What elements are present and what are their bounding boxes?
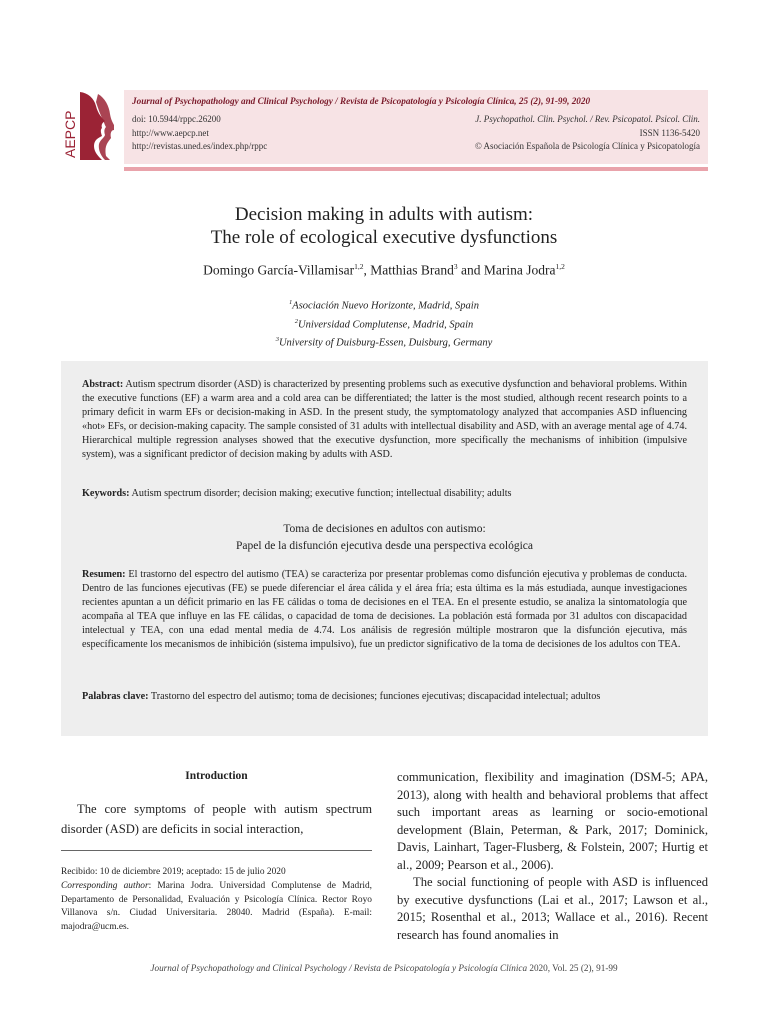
url-aepcp[interactable]: http://www.aepcp.net [132,127,209,138]
footer-volume: 2020, Vol. 25 (2), 91-99 [527,963,618,973]
issn: ISSN 1136-5420 [639,127,700,138]
palabras-label: Palabras clave: [82,691,149,702]
corresponding-author [61,880,372,935]
page-footer [0,963,768,973]
header-left-info [132,113,267,154]
introduction-heading: Introduction [185,770,248,782]
affiliation-1-text: Asociación Nuevo Horizonte, Madrid, Spain [292,300,479,312]
resumen [82,568,687,653]
keywords-label: Keywords: [82,488,130,499]
resumen-label: Resumen: [82,569,126,580]
palabras-clave [82,690,687,704]
author-3-affil: 1,2 [555,262,565,271]
author-1-affil: 1,2 [354,262,364,271]
right-paragraph-2: The social functioning of people with ASD is influenced by executive dysfunctions (Lai et al., 2017; Lawson et al., 2015; Rosenthal et al., 2013; Wallace et al., 2016). Recent research has found anomalies in [397,875,708,942]
header-rule [124,167,708,171]
abstract [82,378,687,463]
affiliation-1-num: 1 [289,299,293,306]
header-right-info [475,113,700,154]
logo-text: AEPCP [62,110,78,158]
author-2-affil: 3 [453,262,458,271]
copyright: © Asociación Española de Psicología Clínica y Psicopatología [474,141,700,151]
affiliation-2-text: Universidad Complutense, Madrid, Spain [297,319,474,330]
affiliation-2 [0,314,768,333]
spanish-title-line2: Papel de la disfunción ejecutiva desde una perspectiva ecológica [236,540,533,552]
journal-header-title: Journal of Psychopathology and Clinical Psychology / Revista de Psicopatología y Psicología Clínica, 25 (2), 91-99, 2020 [132,96,591,106]
right-paragraph-1: communication, flexibility and imagination (DSM-5; APA, 2013), along with health and behavioral problems that affect such important areas as learning or socio-emotional development (Blain, Peterman, & Park, 2017; Dominick, Davis, Lainhart, Tager-Flusberg, & Folstein, 2007; Hurtig et al., 2009; Pearson et al., 2006). [397,770,708,872]
abstract-label: Abstract: [82,379,124,390]
corresponding-text: : Marina Jodra. Universidad Complutense de Madrid, Departamento de Personalidad, Evaluación y Psicología Clínica. Rector Royo Villanova s/n. Ciudad Universitaria. 28040. Madrid (España). E-mail: majodra@ucm.es. [61,880,373,933]
affiliation-1 [0,295,768,314]
url-rppc[interactable]: http://revistas.uned.es/index.php/rppc [132,141,268,151]
affiliation-3-text: University of Duisburg-Essen, Duisburg, Germany [278,337,493,349]
introduction-paragraph: The core symptoms of people with autism spectrum disorder (ASD) are deficits in social interaction, [61,802,372,836]
author-3: and Marina Jodra [457,262,556,278]
paper-title-line1: Decision making in adults with autism: [234,204,534,225]
author-2: , Matthias Brand [363,262,454,278]
resumen-text: El trastorno del espectro del autismo (TEA) se caracteriza por presentar problemas como disfunción ejecutiva y problemas de conducta. Dentro de las funciones ejecutivas (FE) se puede diferenciar el área cálida y el área fría; esta última es la más estudiada, aunque investigaciones recientes apuntan a un déficit primario en las FE cálidas o toma de decisiones en el TEA. En el presente estudio, se analiza la sintomatología que acompaña al TEA que influye en las FE cálidas, o capacidad de toma de decisiones. La población está formada por 31 adultos con discapacidad intelectual y TEA, con una edad mental media de 4.74. Los análisis de regresión múltiple mostraron que la disfunción ejecutiva, más específicamente los mecanismos de inhibición (sistema impulsivo), fue un predictor significativo de la toma de decisiones de los adultos con TEA. [82,569,688,651]
affiliation-2-num: 2 [294,317,298,325]
keywords [82,487,687,501]
journal-logo [58,90,114,162]
doi[interactable]: doi: 10.5944/rppc.26200 [132,114,221,124]
affiliations [0,295,768,351]
paper-title-line2: The role of ecological executive dysfunctions [210,227,558,248]
footnote-rule [61,850,372,851]
palabras-text: Trastorno del espectro del autismo; toma de decisiones; funciones ejecutivas; discapacidad intelectual; adultos [150,691,601,702]
author-1: Domingo García-Villamisar [203,262,355,278]
footnote [61,866,372,935]
abstract-text: Autism spectrum disorder (ASD) is characterized by presenting problems such as executive dysfunction and behavioral problems. Within the executive functions (EF) a warm area and a cold area can be differentiated; the latter is the most studied, although recent research points to a primary deficit in warm EFs or decision-making in ASD. In the present study, the symptomatology analyzed that accompanies ASD influencing «hot» EFs, or decision-making capacity. The sample consisted of 31 adults with intellectual disability and ASD, with an average mental age of 4.74. Hierarchical multiple regression analyses showed that the executive dysfunction, more specifically the mechanisms of inhibition (impulsive system), was a significant predictor of decision making by adults with ASD. [82,379,687,461]
footer-journal: Journal of Psychopathology and Clinical Psychology / Revista de Psicopatología y Psicología Clínica [150,963,528,973]
keywords-text: Autism spectrum disorder; decision making; executive function; intellectual disability; adults [131,488,512,499]
corresponding-label: Corresponding author [61,880,149,891]
affiliation-3-num: 3 [275,336,279,343]
authors [0,262,768,279]
received-dates: Recibido: 10 de diciembre 2019; aceptado: 15 de julio 2020 [61,867,286,877]
journal-abbreviation: J. Psychopathol. Clin. Psychol. / Rev. Psicopatol. Psicol. Clin. [475,114,700,124]
spanish-title-line1: Toma de decisiones en adultos con autismo: [283,523,486,535]
affiliation-3 [0,332,768,351]
right-column [397,769,708,944]
